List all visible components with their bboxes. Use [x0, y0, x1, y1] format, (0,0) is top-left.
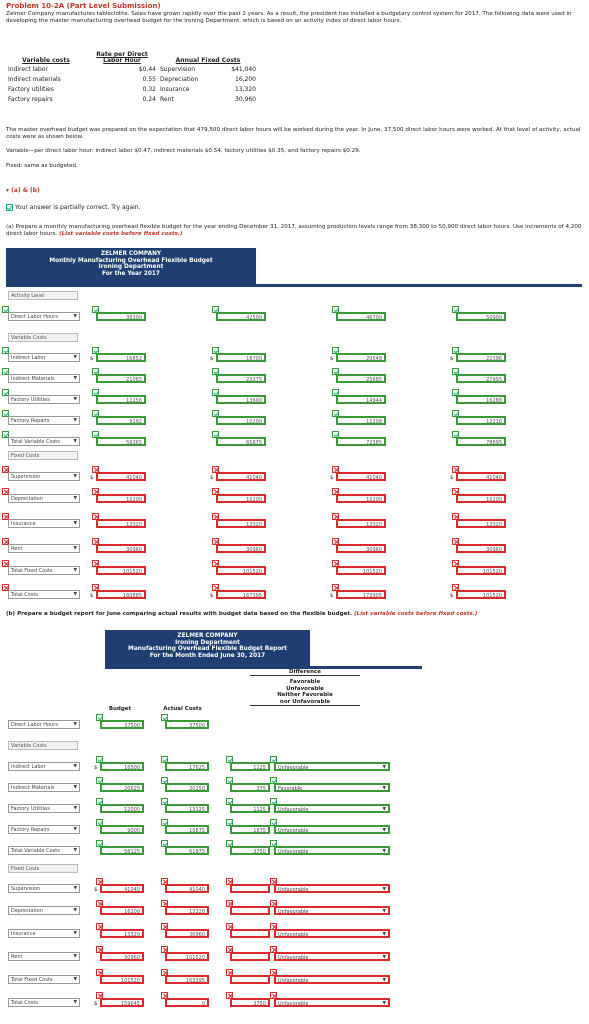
total-variable-budget-input[interactable]: 58125	[100, 846, 144, 855]
total-costs-favorability-select[interactable]: Unfavorable ▼	[274, 998, 390, 1007]
insurance-favorability-select[interactable]: Unfavorable ▼	[274, 929, 390, 938]
factory-repairs-value-input[interactable]: 12216	[456, 416, 506, 425]
variable-text: Variable—per direct labor hour: indirect labor $0.47, indirect materials $0.54, factory utilities $0.35, and factory repairs $0.29.	[6, 148, 361, 154]
rent-value-input[interactable]: 30960	[216, 544, 266, 553]
dollar-sign: $	[210, 593, 214, 599]
factory-repairs-budget-input[interactable]: 9000	[100, 825, 144, 834]
problem-title: Problem 10-2A (Part Level Submission)	[6, 2, 161, 10]
rent-favorability-select[interactable]: Unfavorable ▼	[274, 952, 390, 961]
dollar-sign: $	[210, 475, 214, 481]
total-costs-value-input[interactable]: 167395	[216, 590, 266, 599]
total-fixed-value-input[interactable]: 101520	[336, 566, 386, 575]
total-variable-value-input[interactable]: 59365	[96, 437, 146, 446]
dollar-sign: $	[90, 356, 94, 362]
rent-value-input[interactable]: 30960	[456, 544, 506, 553]
rent-actual-input[interactable]: 101520	[165, 952, 209, 961]
indirect-labor-value-input[interactable]: 20548	[336, 353, 386, 362]
dollar-sign: $	[94, 765, 98, 771]
rate-row: Factory utilities 0.32 Insurance 13,320	[8, 85, 256, 93]
total-costs-value-input[interactable]: 160885	[96, 590, 146, 599]
insurance-select[interactable]: Insurance ▼	[8, 519, 80, 528]
supervision-select[interactable]: Supervision ▼	[8, 472, 80, 481]
indirect-materials-favorability-select[interactable]: Favorable ▼	[274, 783, 390, 792]
rent-select[interactable]: Rent ▼	[8, 952, 80, 961]
supervision-difference-input[interactable]	[230, 884, 270, 893]
dlh-select[interactable]: Direct Labor Hours ▼	[8, 720, 80, 729]
total-fixed-favorability-select[interactable]: Unfavorable ▼	[274, 975, 390, 984]
total-fixed-difference-input[interactable]	[230, 975, 270, 984]
total-costs-difference-input[interactable]: 3750	[230, 998, 270, 1007]
insurance-difference-input[interactable]	[230, 929, 270, 938]
insurance-budget-input[interactable]: 13320	[100, 929, 144, 938]
variable-costs-label: Variable Costs	[8, 741, 78, 750]
indirect-materials-select[interactable]: Indirect Materials ▼	[8, 374, 80, 383]
dollar-sign: $	[450, 593, 454, 599]
factory-utilities-budget-input[interactable]: 12000	[100, 804, 144, 813]
rate-table-header-var: Variable costs	[22, 57, 70, 64]
activity-level-label: Activity Level	[8, 291, 78, 300]
total-fixed-budget-input[interactable]: 101520	[100, 975, 144, 984]
flexible-budget-header: ZELMER COMPANY Monthly Manufacturing Overhead Flexible Budget Ironing Department For the Year 2017	[6, 248, 256, 284]
supervision-favorability-select[interactable]: Unfavorable ▼	[274, 884, 390, 893]
depreciation-value-input[interactable]: 16200	[216, 494, 266, 503]
depreciation-difference-input[interactable]	[230, 906, 270, 915]
factory-repairs-value-input[interactable]: 11208	[336, 416, 386, 425]
indirect-labor-favorability-select[interactable]: Unfavorable ▼	[274, 762, 390, 771]
indirect-materials-actual-input[interactable]: 20250	[165, 783, 209, 792]
indirect-materials-value-input[interactable]: 21065	[96, 374, 146, 383]
total-variable-value-input[interactable]: 65875	[216, 437, 266, 446]
indirect-materials-value-input[interactable]: 25685	[336, 374, 386, 383]
rate-table-header-fixed: Annual Fixed Costs	[175, 57, 241, 64]
indirect-materials-value-input[interactable]: 27995	[456, 374, 506, 383]
fixed-costs-label: Fixed Costs	[8, 451, 78, 460]
total-fixed-value-input[interactable]: 101520	[456, 566, 506, 575]
factory-repairs-favorability-select[interactable]: Unfavorable ▼	[274, 825, 390, 834]
factory-utilities-actual-input[interactable]: 13125	[165, 804, 209, 813]
rent-difference-input[interactable]	[230, 952, 270, 961]
master-text: The master overhead budget was prepared on the expectation that 479,500 direct labor hours will be worked during the year. In June, 37,500 direct labor hours were worked. At that level of activity, actual costs were as shown below.	[6, 127, 581, 140]
indirect-labor-budget-input[interactable]: 16500	[100, 762, 144, 771]
rent-value-input[interactable]: 30960	[336, 544, 386, 553]
insurance-value-input[interactable]: 13320	[456, 519, 506, 528]
supervision-actual-input[interactable]: 41040	[165, 884, 209, 893]
total-variable-value-input[interactable]: 78895	[456, 437, 506, 446]
total-variable-difference-input[interactable]: 3750	[230, 846, 270, 855]
depreciation-select[interactable]: Depreciation ▼	[8, 906, 80, 915]
total-fixed-value-input[interactable]: 101520	[216, 566, 266, 575]
factory-utilities-value-input[interactable]: 14944	[336, 395, 386, 404]
factory-utilities-value-input[interactable]: 12256	[96, 395, 146, 404]
total-variable-select[interactable]: Total Variable Costs ▼	[8, 846, 80, 855]
total-variable-select[interactable]: Total Variable Costs ▼	[8, 437, 80, 446]
factory-repairs-value-input[interactable]: 10200	[216, 416, 266, 425]
indirect-labor-difference-input[interactable]: 1125	[230, 762, 270, 771]
indirect-materials-budget-input[interactable]: 20625	[100, 783, 144, 792]
indirect-labor-value-input[interactable]: 22396	[456, 353, 506, 362]
insurance-value-input[interactable]: 13320	[336, 519, 386, 528]
fixed-text: Fixed: same as budgeted.	[6, 163, 78, 169]
dollar-sign: $	[450, 356, 454, 362]
insurance-actual-input[interactable]: 30960	[165, 929, 209, 938]
difference-title: Difference	[250, 669, 360, 676]
factory-utilities-select[interactable]: Factory Utilities ▼	[8, 395, 80, 404]
total-variable-actual-input[interactable]: 61875	[165, 846, 209, 855]
partial-correct-message: Your answer is partially correct. Try again.	[6, 204, 141, 211]
dollar-sign: $	[210, 356, 214, 362]
total-fixed-value-input[interactable]: 101520	[96, 566, 146, 575]
factory-utilities-select[interactable]: Factory Utilities ▼	[8, 804, 80, 813]
depreciation-favorability-select[interactable]: Unfavorable ▼	[274, 906, 390, 915]
dollar-sign: $	[94, 887, 98, 893]
part-a-text: (a) Prepare a monthly manufacturing overhead flexible budget for the year ending December 31, 2017, assuming production levels range from 38,300 to 50,900 direct labor hours. Use increments of 4,200 direct labor hours. (List variable costs before fixed costs.)	[6, 224, 582, 237]
rate-row: Factory repairs 0.24 Rent 30,960	[8, 95, 256, 103]
pencil-check-icon	[6, 204, 13, 211]
dlh-budget-input[interactable]: 37500	[100, 720, 144, 729]
dollar-sign: $	[90, 593, 94, 599]
rate-table	[6, 52, 258, 104]
fixed-costs-label: Fixed Costs	[8, 864, 78, 873]
total-fixed-select[interactable]: Total Fixed Costs ▼	[8, 975, 80, 984]
factory-repairs-actual-input[interactable]: 10875	[165, 825, 209, 834]
total-costs-budget-input[interactable]: 159645	[100, 998, 144, 1007]
factory-utilities-difference-input[interactable]: 1125	[230, 804, 270, 813]
insurance-value-input[interactable]: 13320	[96, 519, 146, 528]
indirect-materials-difference-input[interactable]: 375	[230, 783, 270, 792]
depreciation-actual-input[interactable]: 13320	[165, 906, 209, 915]
part-b-text: (b) Prepare a budget report for June comparing actual results with budget data based on the flexible budget. (List variable costs before fixed costs.)	[6, 611, 478, 617]
depreciation-value-input[interactable]: 16200	[96, 494, 146, 503]
total-costs-value-input[interactable]: 173905	[336, 590, 386, 599]
supervision-value-input[interactable]: 41040	[336, 472, 386, 481]
dollar-sign: $	[330, 593, 334, 599]
depreciation-value-input[interactable]: 16200	[456, 494, 506, 503]
budget-column-header: Budget	[108, 706, 132, 712]
header-rule	[6, 284, 582, 287]
supervision-budget-input[interactable]: 41040	[100, 884, 144, 893]
dlh-value-input[interactable]: 42500	[216, 312, 266, 321]
insurance-value-input[interactable]: 13320	[216, 519, 266, 528]
rate-row: Indirect materials 0.55 Depreciation 16,200	[8, 75, 256, 83]
rate-table-header-rate: Rate per Direct Labor Hour	[96, 51, 148, 64]
factory-repairs-select[interactable]: Factory Repairs ▼	[8, 416, 80, 425]
total-variable-favorability-select[interactable]: Unfavorable ▼	[274, 846, 390, 855]
rate-row: Indirect labor $0.44 Supervision $41,040	[8, 65, 256, 73]
dlh-actual-input[interactable]: 37500	[165, 720, 209, 729]
total-costs-value-input[interactable]: 101520	[456, 590, 506, 599]
factory-utilities-value-input[interactable]: 13600	[216, 395, 266, 404]
factory-repairs-select[interactable]: Factory Repairs ▼	[8, 825, 80, 834]
dollar-sign: $	[330, 356, 334, 362]
insurance-select[interactable]: Insurance ▼	[8, 929, 80, 938]
indirect-materials-value-input[interactable]: 23375	[216, 374, 266, 383]
supervision-value-input[interactable]: 41040	[456, 472, 506, 481]
total-costs-select[interactable]: Total Costs ▼	[8, 998, 80, 1007]
budget-report-header: ZELMER COMPANY Ironing Department Manufacturing Overhead Flexible Budget Report For the Month Ended June 30, 2017	[105, 630, 310, 666]
depreciation-budget-input[interactable]: 16200	[100, 906, 144, 915]
rent-select[interactable]: Rent ▼	[8, 544, 80, 553]
rent-value-input[interactable]: 30960	[96, 544, 146, 553]
dlh-value-input[interactable]: 46700	[336, 312, 386, 321]
factory-utilities-favorability-select[interactable]: Unfavorable ▼	[274, 804, 390, 813]
dlh-value-input[interactable]: 38300	[96, 312, 146, 321]
rent-budget-input[interactable]: 30960	[100, 952, 144, 961]
intro-text: Zelmer Company manufactures tablecloths. Sales have grown rapidly over the past 2 years. As a result, the president has installed a budgetary control system for 2017. The following data were used in developing the master manufacturing overhead budget for the Ironing Department, which is based on an activity index of direct labor hours.	[6, 11, 572, 24]
dlh-select[interactable]: Direct Labor Hours ▼	[8, 312, 80, 321]
total-variable-value-input[interactable]: 72385	[336, 437, 386, 446]
dlh-value-input[interactable]: 50900	[456, 312, 506, 321]
dollar-sign: $	[90, 475, 94, 481]
depreciation-value-input[interactable]: 16200	[336, 494, 386, 503]
actual-column-header: Actual Costs	[163, 706, 202, 712]
dollar-sign: $	[450, 475, 454, 481]
total-fixed-actual-input[interactable]: 163395	[165, 975, 209, 984]
supervision-value-input[interactable]: 41040	[216, 472, 266, 481]
variable-costs-label: Variable Costs	[8, 333, 78, 342]
section-toggle[interactable]: ▾ (a) & (b)	[6, 187, 40, 194]
dollar-sign: $	[94, 1001, 98, 1007]
total-costs-select[interactable]: Total Costs ▼	[8, 590, 80, 599]
indirect-labor-select[interactable]: Indirect Labor ▼	[8, 353, 80, 362]
indirect-materials-select[interactable]: Indirect Materials ▼	[8, 783, 80, 792]
supervision-value-input[interactable]: 41040	[96, 472, 146, 481]
indirect-labor-select[interactable]: Indirect Labor ▼	[8, 762, 80, 771]
factory-repairs-difference-input[interactable]: 1875	[230, 825, 270, 834]
total-costs-actual-input[interactable]: 0	[165, 998, 209, 1007]
supervision-select[interactable]: Supervision ▼	[8, 884, 80, 893]
factory-utilities-value-input[interactable]: 16288	[456, 395, 506, 404]
difference-subtitle: Favorable Unfavorable Neither Favorable nor Unfavorable	[250, 679, 360, 706]
caret-down-icon: ▾	[6, 187, 10, 194]
total-fixed-select[interactable]: Total Fixed Costs ▼	[8, 566, 80, 575]
depreciation-select[interactable]: Depreciation ▼	[8, 494, 80, 503]
indirect-labor-value-input[interactable]: 16852	[96, 353, 146, 362]
dollar-sign: $	[330, 475, 334, 481]
indirect-labor-value-input[interactable]: 18700	[216, 353, 266, 362]
factory-repairs-value-input[interactable]: 9192	[96, 416, 146, 425]
indirect-labor-actual-input[interactable]: 17625	[165, 762, 209, 771]
